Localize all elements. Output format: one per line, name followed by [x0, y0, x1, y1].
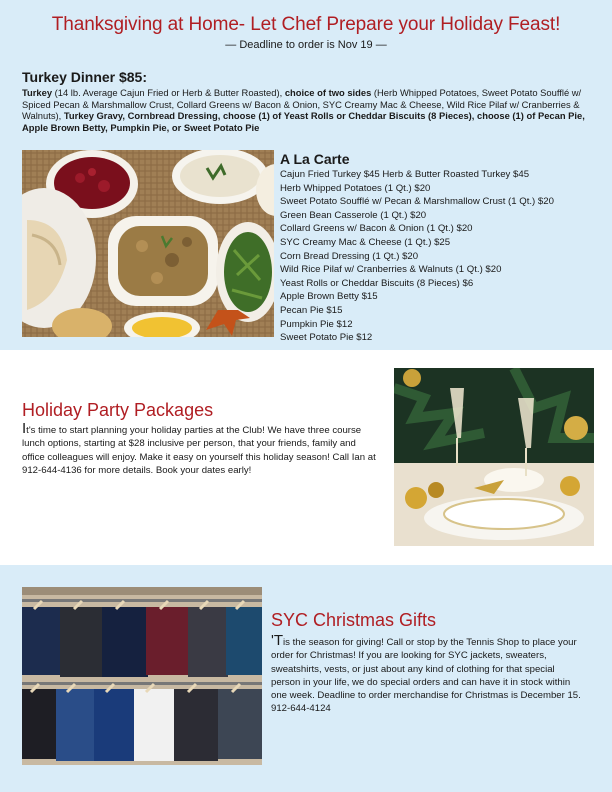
holiday-table-setting-photo	[394, 368, 594, 546]
menu-item: Apple Brown Betty $15	[280, 291, 378, 303]
dinner-text-bold-1: Turkey	[22, 87, 53, 98]
a-la-carte-heading: A La Carte	[280, 151, 350, 167]
dinner-text-1: (14 lb. Average Cajun Fried or Herb & Butter Roasted),	[52, 87, 285, 98]
a-la-carte-list	[280, 168, 554, 345]
menu-item: Sweet Potato Pie $12	[280, 332, 373, 344]
menu-item: Sweet Potato Soufflé w/ Pecan & Marshmallow Crust (1 Qt.) $20	[280, 196, 554, 208]
dinner-text-bold-3: Turkey Gravy, Cornbread Dressing, choose (1) of Yeast Rolls or Cheddar Biscuits (8 Pieces), choose (1) of Pecan Pie, Apple Brown Betty, Pumpkin Pie, or Sweet Potato Pie	[22, 110, 585, 133]
holiday-party-title: Holiday Party Packages	[22, 400, 214, 420]
dinner-text-2: (Herb Whipped Potatoes, Sweet Potato Soufflé w/ Spiced Pecan & Marshmallow Crust, Collard Greens w/ Bacon & Onion, SYC Creamy Mac & Cheese, Wild Rice Pilaf w/ Cranberries & Walnuts),	[22, 87, 582, 122]
page-title: Thanksgiving at Home- Let Chef Prepare your Holiday Feast!	[51, 14, 561, 35]
menu-item: Corn Bread Dressing (1 Qt.) $20	[280, 250, 419, 262]
christmas-gifts-title: SYC Christmas Gifts	[271, 610, 437, 630]
turkey-dinner-description	[22, 87, 594, 133]
menu-item: SYC Creamy Mac & Cheese (1 Qt.) $25	[280, 236, 451, 248]
party-body-text: t's time to start planning your holiday parties at the Club! We have three course lunch options, starting at $28 inclusive per person, that your friends, family and office colleagues will enjoy. Make it easy on yourself this holiday season! Call Ian at 912-644-4136 for more details. Book your dates early!	[22, 425, 376, 476]
menu-item: Pumpkin Pie $12	[280, 318, 353, 330]
menu-item: Wild Rice Pilaf w/ Cranberries & Walnuts (1 Qt.) $20	[280, 264, 502, 276]
thanksgiving-food-photo	[22, 150, 274, 337]
menu-item: Yeast Rolls or Cheddar Biscuits (8 Pieces) $6	[280, 277, 474, 289]
holiday-party-description	[22, 420, 377, 477]
menu-item: Pecan Pie $15	[280, 304, 343, 316]
order-deadline: — Deadline to order is Nov 19 —	[225, 39, 387, 51]
gifts-body-text: is the season for giving! Call or stop by the Tennis Shop to place your order for Christmas! If you are looking for SYC jackets, sweaters, sweatshirts, vests, or just about any kind of clothing for that special person in your life, we do special orders and can have it in stock within one week. Deadline to order merchandise for Christmas is December 15. 912-644-4124	[271, 637, 581, 715]
dropcap: 'T	[271, 632, 284, 649]
christmas-gifts-description	[271, 632, 586, 716]
menu-item: Herb Whipped Potatoes (1 Qt.) $20	[280, 182, 431, 194]
menu-item: Green Bean Casserole (1 Qt.) $20	[280, 209, 427, 221]
menu-item: Cajun Fried Turkey $45 Herb & Butter Roasted Turkey $45	[280, 169, 530, 180]
clothing-rack-photo	[22, 587, 262, 765]
turkey-dinner-heading: Turkey Dinner $85:	[22, 69, 148, 85]
dropcap: I	[22, 420, 27, 437]
menu-item: Collard Greens w/ Bacon & Onion (1 Qt.) $20	[280, 223, 473, 235]
dinner-text-bold-2: choice of two sides	[284, 87, 372, 98]
